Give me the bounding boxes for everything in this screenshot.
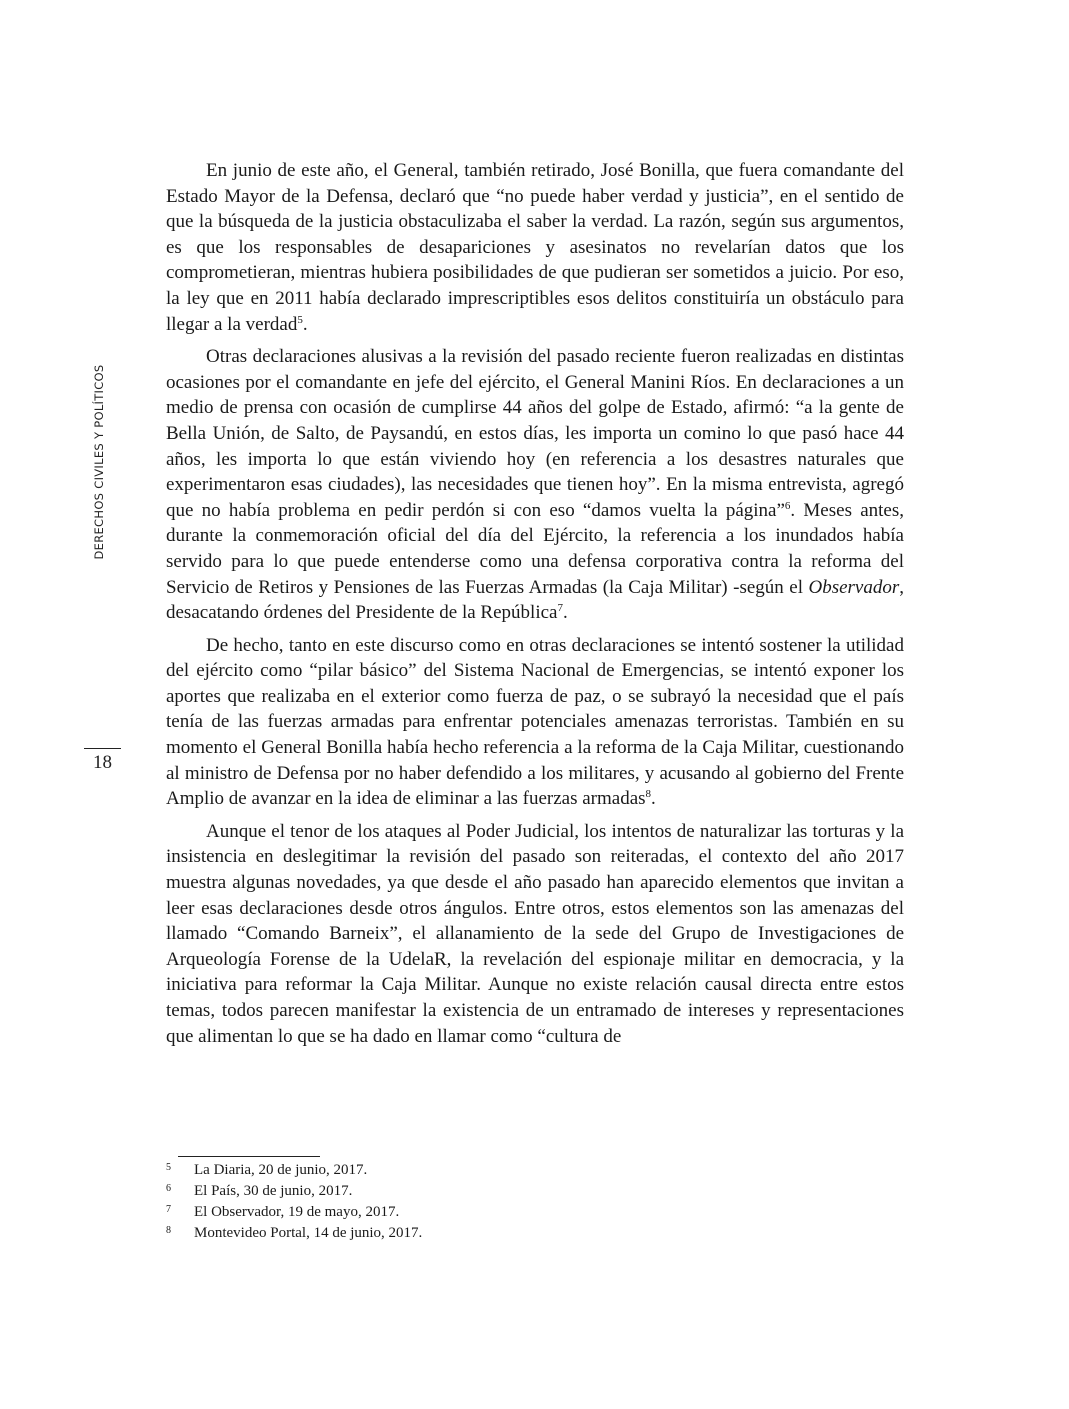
footnote-ref-7: 7 xyxy=(557,602,563,615)
footnote-number: 7 xyxy=(166,1204,171,1215)
paragraph-text: Aunque el tenor de los ataques al Poder Judicial, los intentos de naturalizar las torturas y la insistencia en deslegitimar la revisión del pasado son reiteradas, el contexto del año 2017 muestra algunas novedades, ya que desde el año pasado han aparecido elementos que invitan a leer esas declaraciones desde otros ángulos. Entre otros, estos elementos son las amenazas del llamado “Comando Barneix”, el allanamiento de la sede del Grupo de Investigaciones de Arqueología Forense de la UdelaR, la revelación del espionaje militar en democracia, y la iniciativa para reformar la Caja Militar. Aunque no existe relación causal directa entre estos temas, todos parecen manifestar la existencia de un entramado de intereses y representaciones que alimentan lo que se ha dado en llamar como “cultura de xyxy=(166,820,904,1047)
footnote-ref-8: 8 xyxy=(645,788,652,801)
paragraph-2 xyxy=(166,344,904,626)
footnote-8 xyxy=(166,1223,904,1244)
paragraph-4 xyxy=(166,819,904,1049)
footnote-ref-5: 5 xyxy=(297,313,303,326)
main-text xyxy=(166,158,904,1056)
footnote-7 xyxy=(166,1202,904,1223)
paragraph-text: . xyxy=(562,602,568,624)
paragraph-1 xyxy=(166,158,904,337)
paragraph-text: . Meses antes, durante la conmemoración oficial del día del Ejército, la referencia a los inundados había servido para lo que puede entenderse como una defensa corporativa contra la reforma del Servicio de Retiros y Pensiones de las Fuerzas Armadas (la Caja Militar) -según el xyxy=(166,499,904,598)
footnote-5 xyxy=(166,1160,904,1181)
footnote-number: 6 xyxy=(166,1183,171,1194)
footnotes xyxy=(166,1160,904,1244)
footnote-text: Montevideo Portal, 14 de junio, 2017. xyxy=(194,1225,423,1241)
paragraph-3 xyxy=(166,633,904,812)
running-section-title: DERECHOS CIVILES Y POLÍTICOS xyxy=(92,364,106,560)
italic-source-name: Observador xyxy=(808,576,900,598)
footnote-ref-6: 6 xyxy=(784,499,791,512)
footnote-text: El País, 30 de junio, 2017. xyxy=(194,1183,353,1199)
footnote-text: La Diaria, 20 de junio, 2017. xyxy=(194,1162,368,1178)
paragraph-text: , desacatando órdenes del Presidente de la República xyxy=(166,576,904,624)
footnote-6 xyxy=(166,1181,904,1202)
paragraph-text: Otras declaraciones alusivas a la revisión del pasado reciente fueron realizadas en distintas ocasiones por el comandante en jefe del ejército, el General Manini Ríos. En declaraciones a un medio de prensa con ocasión de cumplirse 44 años del golpe de Estado, afirmó: “a la gente de Bella Unión, de Salto, de Paysandú, en estos días, les importa un comino lo que pasó hace 44 años, les importa lo que están viviendo hoy (en referencia a los desastres naturales que experimentaron esas ciudades), las necesidades que tienen hoy”. En la misma entrevista, agregó que no había problema en pedir perdón si con eso “damos vuelta la página” xyxy=(166,346,904,521)
paragraph-text: . xyxy=(302,313,308,335)
footnote-number: 8 xyxy=(166,1225,171,1236)
paragraph-text: En junio de este año, el General, también retirado, José Bonilla, que fuera comandante del Estado Mayor de la Defensa, declaró que “no puede haber verdad y justicia”, en el sentido de que la búsqueda de la justicia obstaculizaba el saber la verdad. La razón, según sus argumentos, es que los responsables de desapariciones y asesinatos no revelarían datos que los comprometieran, mientras hubiera posibilidades de que pudieran ser sometidos a juicio. Por eso, la ley que en 2011 había declarado imprescriptibles esos delitos constituiría un obstáculo para llegar a la verdad xyxy=(166,160,904,335)
page-number-rule xyxy=(84,748,121,749)
footnote-number: 5 xyxy=(166,1162,171,1173)
paragraph-text: De hecho, tanto en este discurso como en otras declaraciones se intentó sostener la utilidad del ejército como “pilar básico” del Sistema Nacional de Emergencias, se intentó exponer los aportes que realizaba en el exterior como fuerza de paz, o se subrayó la necesidad que el país tenía de las fuerzas armadas para enfrentar potenciales amenazas terroristas. También en su momento el General Bonilla había hecho referencia a la reforma de la Caja Militar, cuestionando al ministro de Defensa por no haber defendido a los militares, y acusando al gobierno del Frente Amplio de avanzar en la idea de eliminar a las fuerzas armadas xyxy=(166,634,904,810)
page-number: 18 xyxy=(93,752,112,773)
footnote-text: El Observador, 19 de mayo, 2017. xyxy=(194,1204,400,1220)
footnote-separator xyxy=(178,1156,320,1157)
paragraph-text: . xyxy=(651,788,656,810)
